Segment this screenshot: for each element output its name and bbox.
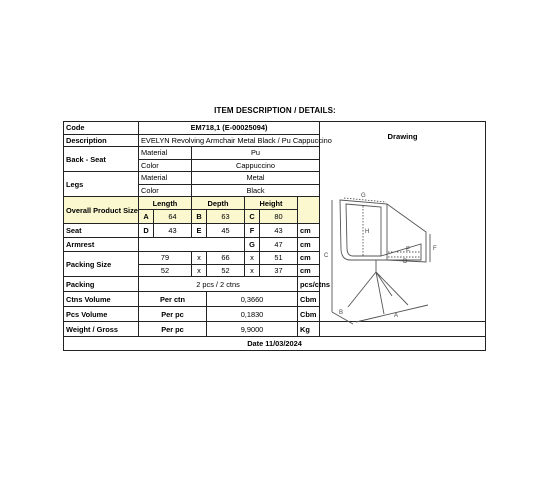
seat-f-value: 43 bbox=[260, 224, 298, 238]
description-label: Description bbox=[64, 134, 139, 147]
seat-unit: cm bbox=[298, 224, 320, 238]
seat-f-label: F bbox=[245, 224, 260, 238]
height-header: Height bbox=[245, 197, 298, 210]
overall-size-label: Overall Product Size bbox=[64, 197, 139, 224]
packing-size-label: Packing Size bbox=[64, 252, 139, 277]
dim-b-label: B bbox=[192, 210, 207, 224]
weight-value: 9,9000 bbox=[207, 322, 298, 337]
legs-material: Metal bbox=[192, 172, 320, 185]
pcs-volume-value: 0,1830 bbox=[207, 307, 298, 322]
description-value: EVELYN Revolving Armchair Metal Black / Pu Cappuccino bbox=[139, 134, 320, 147]
code-label: Code bbox=[64, 122, 139, 135]
label-h: H bbox=[365, 229, 370, 235]
pcs-volume-unit: Cbm bbox=[298, 307, 320, 322]
chair-back-inner bbox=[346, 204, 381, 256]
label-a: A bbox=[394, 313, 399, 319]
packing-size-r1-v2: 66 bbox=[207, 252, 245, 265]
label-c: C bbox=[324, 253, 329, 259]
packing-size-r1-v3: 51 bbox=[260, 252, 298, 265]
dim-c-value: 80 bbox=[260, 210, 298, 224]
spec-table bbox=[63, 121, 486, 351]
row-weight bbox=[64, 322, 486, 337]
packing-size-unit: cm bbox=[298, 252, 320, 265]
seat-e-value: 45 bbox=[207, 224, 245, 238]
packing-size-x: x bbox=[245, 252, 260, 265]
label-b: B bbox=[339, 310, 344, 316]
back-seat-color-label: Color bbox=[139, 159, 192, 172]
back-seat-color: Cappuccino bbox=[192, 159, 320, 172]
row-date bbox=[64, 337, 486, 351]
chair-drawing bbox=[320, 164, 484, 319]
packing-size-r1-v1: 79 bbox=[139, 252, 192, 265]
label-f: F bbox=[433, 246, 437, 252]
chair-leg-1 bbox=[348, 272, 376, 307]
legs-label: Legs bbox=[64, 172, 139, 197]
seat-e-label: E bbox=[192, 224, 207, 238]
packing-size-x: x bbox=[192, 264, 207, 277]
back-seat-material-label: Material bbox=[139, 147, 192, 160]
packing-size-x: x bbox=[245, 264, 260, 277]
drawing-cell bbox=[320, 122, 486, 322]
packing-size-r2-v2: 52 bbox=[207, 264, 245, 277]
page-title: ITEM DESCRIPTION / DETAILS: bbox=[214, 106, 336, 115]
length-header: Length bbox=[139, 197, 192, 210]
weight-unit: Kg bbox=[298, 322, 320, 337]
ctns-volume-label: Ctns Volume bbox=[64, 292, 139, 307]
dim-a-value: 64 bbox=[154, 210, 192, 224]
legs-color-label: Color bbox=[139, 184, 192, 197]
date: Date 11/03/2024 bbox=[64, 337, 486, 351]
back-seat-material: Pu bbox=[192, 147, 320, 160]
ctns-volume-value: 0,3660 bbox=[207, 292, 298, 307]
packing-unit: pcs/ctns bbox=[298, 277, 320, 292]
dim-b-value: 63 bbox=[207, 210, 245, 224]
armrest-label: Armrest bbox=[64, 238, 139, 252]
legs-color: Black bbox=[192, 184, 320, 197]
packing-size-r2-v3: 37 bbox=[260, 264, 298, 277]
armrest-unit: cm bbox=[298, 238, 320, 252]
dim-line-a bbox=[356, 305, 428, 322]
armrest-g-label: G bbox=[245, 238, 260, 252]
pcs-volume-label: Pcs Volume bbox=[64, 307, 139, 322]
back-seat-label: Back - Seat bbox=[64, 147, 139, 172]
weight-label: Weight / Gross bbox=[64, 322, 139, 337]
ctns-volume-per: Per ctn bbox=[139, 292, 207, 307]
label-e: E bbox=[406, 247, 411, 253]
seat-label: Seat bbox=[64, 224, 139, 238]
weight-per: Per pc bbox=[139, 322, 207, 337]
dim-a-label: A bbox=[139, 210, 154, 224]
dim-c-label: C bbox=[245, 210, 260, 224]
depth-header: Depth bbox=[192, 197, 245, 210]
row-code bbox=[64, 122, 486, 135]
label-d: D bbox=[403, 259, 408, 265]
seat-d-label: D bbox=[139, 224, 154, 238]
packing-label: Packing bbox=[64, 277, 139, 292]
legs-material-label: Material bbox=[139, 172, 192, 185]
seat-d-value: 43 bbox=[154, 224, 192, 238]
label-g: G bbox=[361, 193, 366, 199]
code-value: EM718,1 (E-00025094) bbox=[139, 122, 320, 135]
ctns-volume-unit: Cbm bbox=[298, 292, 320, 307]
packing-size-r2-v1: 52 bbox=[139, 264, 192, 277]
packing-value: 2 pcs / 2 ctns bbox=[139, 277, 298, 292]
packing-size-unit: cm bbox=[298, 264, 320, 277]
packing-size-x: x bbox=[192, 252, 207, 265]
pcs-volume-per: Per pc bbox=[139, 307, 207, 322]
chair-arm bbox=[387, 204, 426, 262]
chair-leg-2 bbox=[376, 272, 408, 305]
armrest-g-value: 47 bbox=[260, 238, 298, 252]
drawing-title: Drawing bbox=[387, 132, 418, 141]
